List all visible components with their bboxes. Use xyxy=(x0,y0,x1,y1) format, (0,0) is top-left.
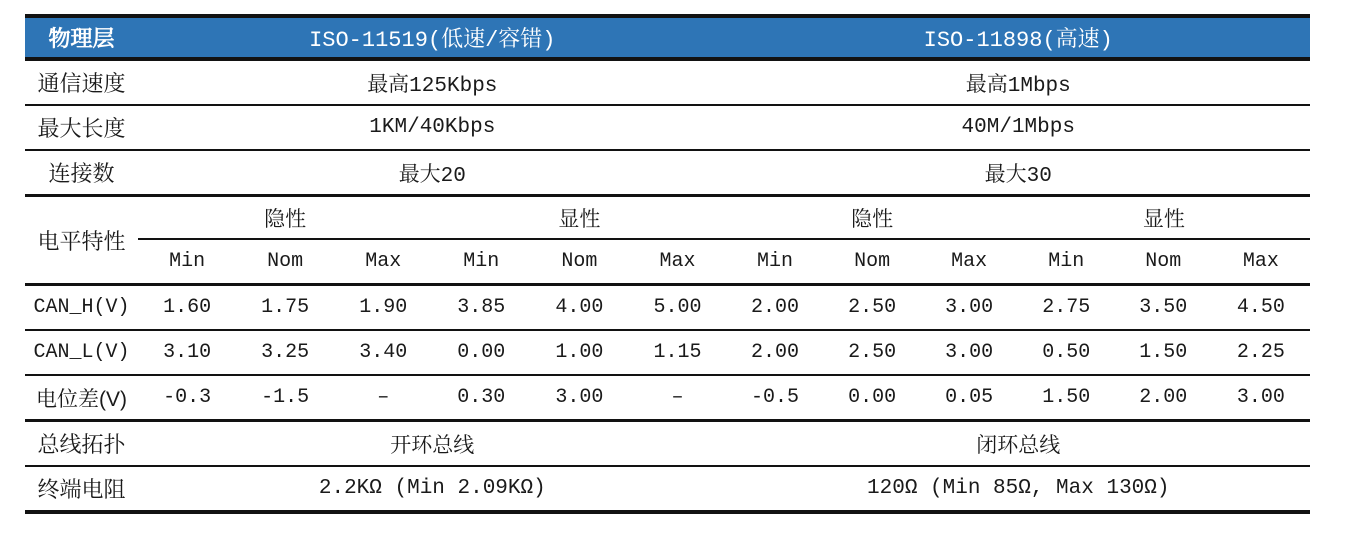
cell-bus-topology-right: 闭环总线 xyxy=(727,421,1310,467)
header-cell-iso11519: ISO-11519(低速/容错) xyxy=(138,16,726,59)
value-cell: 4.50 xyxy=(1212,285,1310,331)
row-label-bus-topology: 总线拓扑 xyxy=(25,421,138,467)
value-cell: 0.00 xyxy=(432,330,530,375)
value-cell: 5.00 xyxy=(628,285,726,331)
value-cell: 0.30 xyxy=(432,375,530,421)
value-cell: 1.15 xyxy=(628,330,726,375)
table-row-termination-resistor xyxy=(25,466,1310,512)
measure-header: Nom xyxy=(530,239,628,285)
value-cell: 2.50 xyxy=(824,330,921,375)
row-label-can-h: CAN_H(V) xyxy=(25,285,138,331)
row-label-potential-difference: 电位差(V) xyxy=(25,375,138,421)
state-header-recessive-left: 隐性 xyxy=(138,196,432,240)
cell-max-length-left: 1KM/40Kbps xyxy=(138,105,726,150)
header-cell-physical-layer: 物理层 xyxy=(25,16,138,59)
table-row-state-headers xyxy=(25,196,1310,240)
value-cell: – xyxy=(334,375,432,421)
value-cell: -0.3 xyxy=(138,375,236,421)
value-cell: 1.00 xyxy=(530,330,628,375)
value-cell: 3.85 xyxy=(432,285,530,331)
cell-termination-left: 2.2KΩ (Min 2.09KΩ) xyxy=(318,477,546,500)
value-cell: 2.00 xyxy=(1115,375,1212,421)
value-cell: 1.60 xyxy=(138,285,236,331)
table-row-node-count xyxy=(25,150,1310,196)
value-cell: 3.25 xyxy=(236,330,334,375)
value-cell: 3.40 xyxy=(334,330,432,375)
row-label-comm-speed: 通信速度 xyxy=(25,59,138,105)
measure-header: Max xyxy=(628,239,726,285)
table-row-can-h xyxy=(25,285,1310,331)
measure-header: Min xyxy=(1018,239,1115,285)
value-cell: 3.50 xyxy=(1115,285,1212,331)
measure-header: Nom xyxy=(1115,239,1212,285)
cell-comm-speed-right: 最高1Mbps xyxy=(727,59,1310,105)
row-label-level-characteristics: 电平特性 xyxy=(25,196,138,285)
value-cell: -1.5 xyxy=(236,375,334,421)
measure-header: Min xyxy=(138,239,236,285)
measure-header: Min xyxy=(727,239,824,285)
value-cell: 1.75 xyxy=(236,285,334,331)
measure-header: Max xyxy=(334,239,432,285)
measure-header: Min xyxy=(432,239,530,285)
measure-header: Max xyxy=(921,239,1018,285)
row-label-termination-resistor: 终端电阻 xyxy=(37,477,126,502)
cell-comm-speed-left: 最高125Kbps xyxy=(138,59,726,105)
value-cell: 2.00 xyxy=(727,285,824,331)
cell-node-count-right: 最大30 xyxy=(727,150,1310,196)
table-header-row xyxy=(25,16,1310,59)
value-cell: 3.00 xyxy=(1212,375,1310,421)
value-cell: 0.00 xyxy=(824,375,921,421)
state-header-dominant-left: 显性 xyxy=(432,196,726,240)
value-cell: 2.00 xyxy=(727,330,824,375)
measure-header: Nom xyxy=(236,239,334,285)
table-row-max-length xyxy=(25,105,1310,150)
measure-header: Max xyxy=(1212,239,1310,285)
value-cell: 0.50 xyxy=(1018,330,1115,375)
table-row-potential-difference xyxy=(25,375,1310,421)
row-label-node-count: 连接数 xyxy=(25,150,138,196)
value-cell: 3.10 xyxy=(138,330,236,375)
value-cell: – xyxy=(628,375,726,421)
row-label-can-l: CAN_L(V) xyxy=(25,330,138,375)
value-cell: 1.50 xyxy=(1115,330,1212,375)
value-cell: 3.00 xyxy=(530,375,628,421)
value-cell: -0.5 xyxy=(727,375,824,421)
value-cell: 2.25 xyxy=(1212,330,1310,375)
value-cell: 3.00 xyxy=(921,285,1018,331)
value-cell: 0.05 xyxy=(921,375,1018,421)
can-physical-layer-table xyxy=(25,14,1310,514)
cell-max-length-right: 40M/1Mbps xyxy=(727,105,1310,150)
value-cell: 1.90 xyxy=(334,285,432,331)
value-cell: 1.50 xyxy=(1018,375,1115,421)
value-cell: 3.00 xyxy=(921,330,1018,375)
table-row-can-l xyxy=(25,330,1310,375)
cell-bus-topology-left: 开环总线 xyxy=(138,421,726,467)
cell-termination-right: 120Ω (Min 85Ω, Max 130Ω) xyxy=(867,477,1170,500)
value-cell: 2.75 xyxy=(1018,285,1115,331)
header-cell-iso11898: ISO-11898(高速) xyxy=(727,16,1310,59)
value-cell: 4.00 xyxy=(530,285,628,331)
table-row-measure-headers xyxy=(25,239,1310,285)
table-row-comm-speed xyxy=(25,59,1310,105)
state-header-recessive-right: 隐性 xyxy=(727,196,1018,240)
row-label-max-length: 最大长度 xyxy=(25,105,138,150)
cell-node-count-left: 最大20 xyxy=(138,150,726,196)
measure-header: Nom xyxy=(824,239,921,285)
table-row-bus-topology xyxy=(25,421,1310,467)
state-header-dominant-right: 显性 xyxy=(1018,196,1310,240)
value-cell: 2.50 xyxy=(824,285,921,331)
